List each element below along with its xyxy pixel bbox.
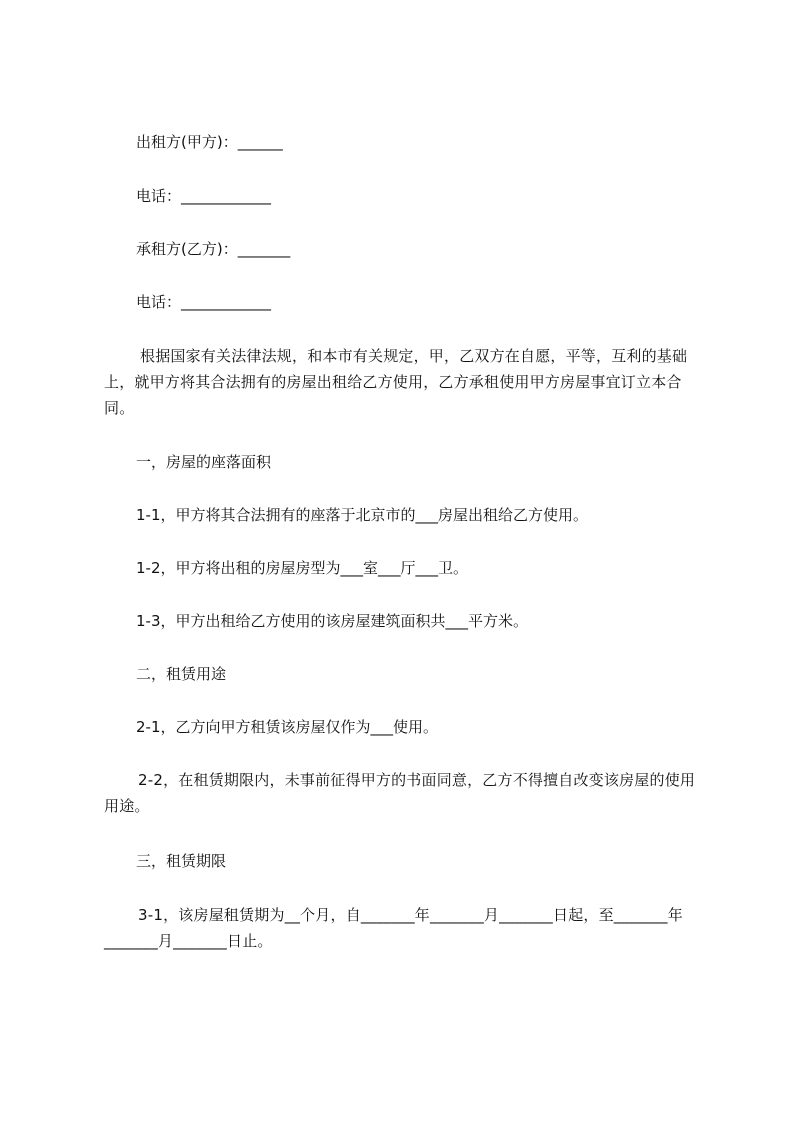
clause-1-3: 1-3，甲方出租给乙方使用的该房屋建筑面积共___平方米。: [136, 612, 529, 630]
section-2-title: 二，租赁用途: [136, 665, 227, 683]
clause-3-1: 3-1，该房屋租赁期为__个月，自_______年_______月_______日起，至_______年_______月_______日止。: [104, 906, 683, 950]
clause-1-2: 1-2，甲方将出租的房屋房型为___室___厅___卫。: [136, 559, 469, 577]
landlord-line: 出租方(甲方)：______: [136, 133, 283, 151]
intro-paragraph: 根据国家有关法律法规，和本市有关规定，甲，乙双方在自愿，平等，互利的基础上，就甲方将其合法拥有的房屋出租给乙方使用，乙方承租使用甲方房屋事宜订立本合同。: [104, 347, 688, 417]
tenant-line: 承租方(乙方)：_______: [136, 240, 291, 258]
clause-2-2: 2-2，在租赁期限内，未事前征得甲方的书面同意，乙方不得擅自改变该房屋的使用用途。: [104, 771, 696, 815]
section-1-title: 一，房屋的座落面积: [136, 453, 272, 471]
landlord-phone-line: 电话：____________: [136, 187, 272, 205]
tenant-phone-line: 电话：____________: [136, 293, 272, 311]
clause-1-1: 1-1，甲方将其合法拥有的座落于北京市的___房屋出租给乙方使用。: [136, 506, 589, 524]
section-3-title: 三，租赁期限: [136, 852, 227, 870]
clause-2-1: 2-1，乙方向甲方租赁该房屋仅作为___使用。: [136, 718, 439, 736]
